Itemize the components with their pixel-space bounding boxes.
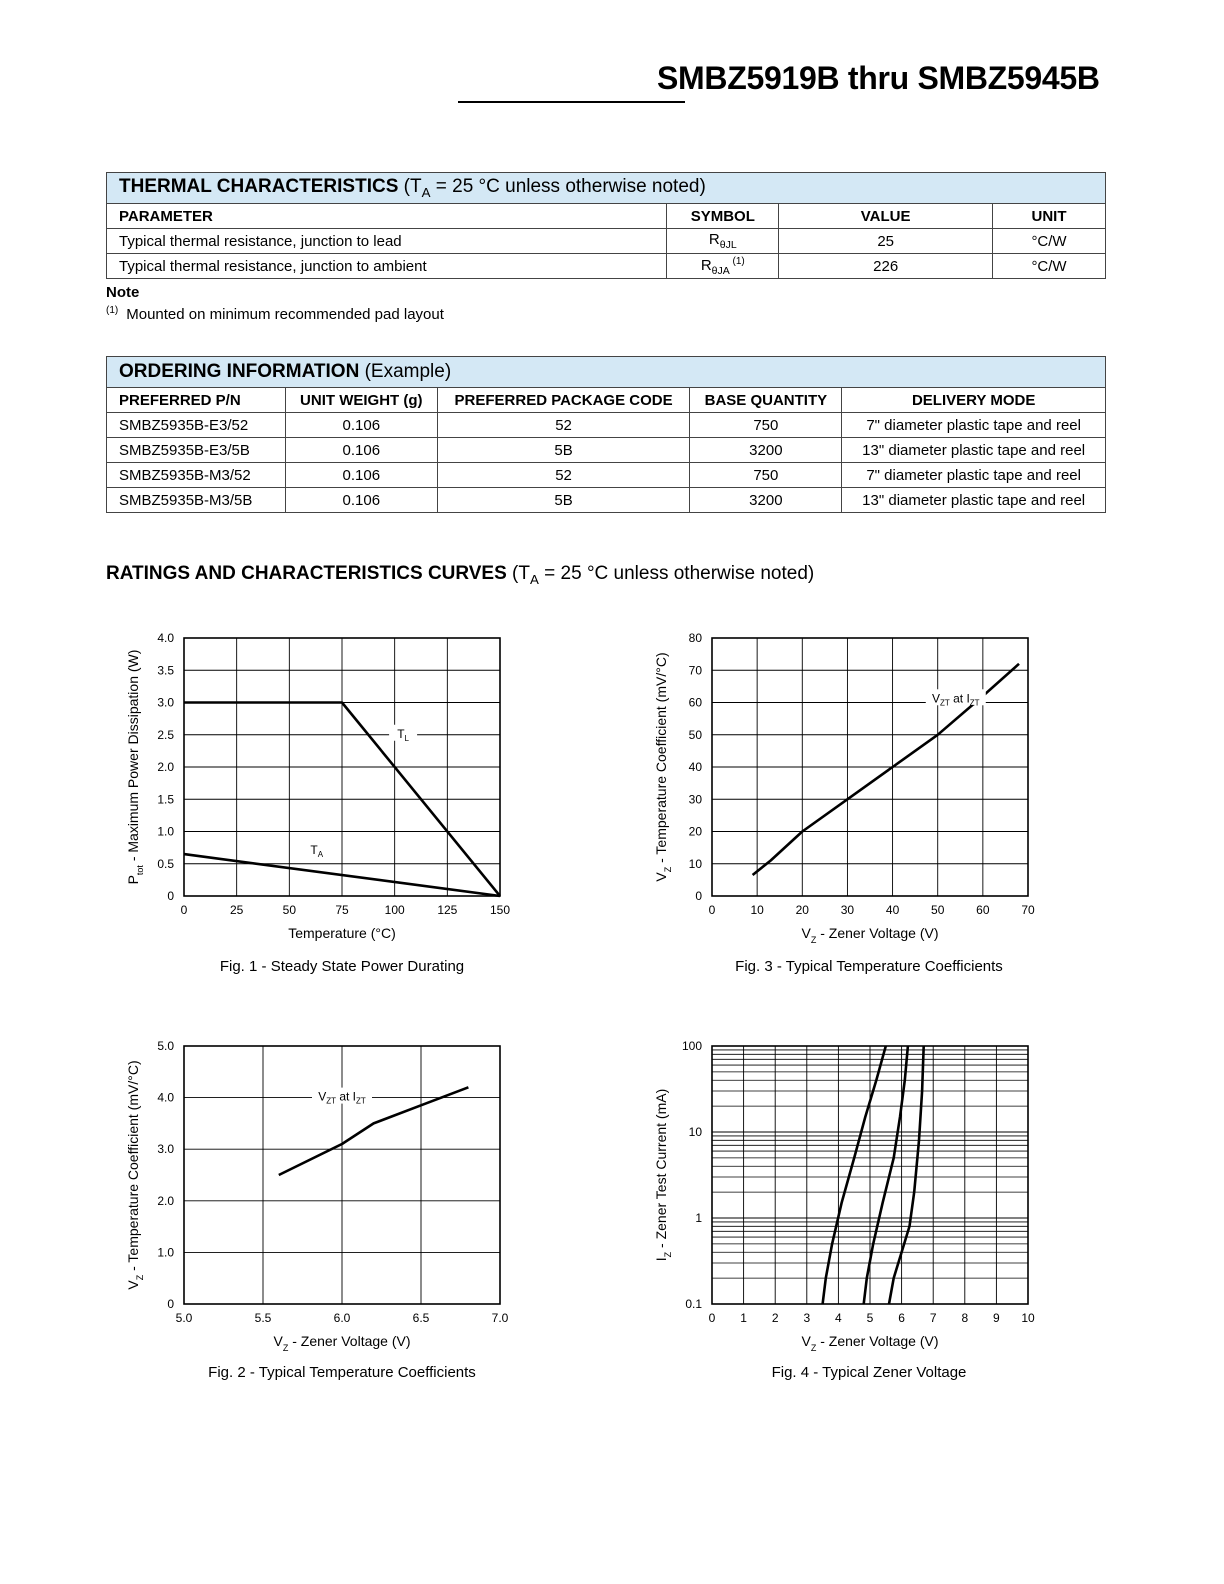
param-cell: Typical thermal resistance, junction to ambient — [107, 254, 667, 279]
y-tick-label: 1.0 — [157, 1245, 174, 1260]
x-tick-label: 10 — [1021, 1311, 1035, 1325]
series-line-V_ZT at I_ZT — [279, 1087, 469, 1175]
y-tick-label: 2.0 — [157, 1193, 174, 1208]
x-tick-label: 50 — [282, 903, 297, 917]
y-tick-label: 0 — [695, 889, 702, 903]
x-tick-label: 70 — [1021, 903, 1035, 917]
col-header-value: VALUE — [779, 204, 993, 229]
series-label: $T_L$ — [397, 726, 409, 743]
x-tick-label: 125 — [437, 903, 458, 917]
y-tick-label: 2.0 — [157, 760, 174, 774]
unit-cell: °C/W — [993, 229, 1106, 254]
y-tick-label: 4.0 — [157, 1090, 174, 1105]
table-row — [107, 413, 1106, 438]
x-tick-label: 7.0 — [491, 1311, 509, 1325]
fig4-chart — [648, 1033, 1068, 1363]
package-cell: 5B — [437, 488, 690, 513]
x-tick-label: 8 — [961, 1311, 969, 1325]
unit-cell: °C/W — [993, 254, 1106, 279]
x-axis-label: Temperature (°C) — [288, 925, 396, 941]
y-tick-label: 50 — [688, 727, 702, 742]
ordering-table — [106, 356, 1106, 513]
y-tick-label: 60 — [688, 695, 702, 710]
col-header-weight: UNIT WEIGHT (g) — [285, 388, 437, 413]
x-tick-label: 6.0 — [333, 1311, 351, 1325]
x-tick-label: 5.5 — [254, 1311, 272, 1325]
x-tick-label: 3 — [803, 1311, 811, 1325]
quantity-cell: 3200 — [690, 438, 842, 463]
col-header-symbol: SYMBOL — [667, 204, 779, 229]
delivery-cell: 13" diameter plastic tape and reel — [842, 438, 1106, 463]
x-tick-label: 40 — [885, 903, 900, 917]
param-cell: Typical thermal resistance, junction to lead — [107, 229, 667, 254]
thermal-table — [106, 172, 1106, 279]
y-tick-label: 20 — [688, 824, 702, 839]
symbol-cell: $R_{\theta JL}$ — [667, 229, 779, 254]
x-tick-label: 6 — [898, 1311, 905, 1325]
x-tick-label: 0 — [180, 903, 188, 917]
y-tick-label: 0.1 — [685, 1297, 702, 1311]
y-tick-label: 5.0 — [157, 1039, 174, 1053]
x-axis-label: $V_Z$ - Zener Voltage (V) — [273, 1333, 411, 1353]
fig4-caption: Fig. 4 - Typical Zener Voltage — [771, 1364, 967, 1381]
delivery-cell: 13" diameter plastic tape and reel — [842, 488, 1106, 513]
y-tick-label: 3.0 — [157, 1142, 174, 1157]
x-tick-label: 150 — [489, 903, 511, 917]
y-axis-label: $I_Z$ - Zener Test Current (mA) — [653, 1088, 673, 1262]
col-header-package: PREFERRED PACKAGE CODE — [437, 388, 690, 413]
delivery-cell: 7" diameter plastic tape and reel — [842, 463, 1106, 488]
title-rule — [458, 101, 685, 103]
col-header-pn: PREFERRED P/N — [107, 388, 286, 413]
y-tick-label: 40 — [688, 760, 702, 774]
x-tick-label: 0 — [708, 1311, 716, 1325]
x-tick-label: 5.0 — [175, 1311, 193, 1325]
series-line-curve1 — [823, 1046, 886, 1304]
x-tick-label: 1 — [740, 1311, 747, 1325]
package-cell: 52 — [437, 413, 690, 438]
series-label: $V_{ZT}$ at $I_{ZT}$ — [931, 691, 980, 708]
note-heading: Note — [106, 284, 140, 301]
col-header-quantity: BASE QUANTITY — [690, 388, 842, 413]
x-tick-label: 60 — [976, 903, 990, 917]
curves-section-title: RATINGS AND CHARACTERISTICS CURVES ($T_A = 25$ °C unless otherwise noted) — [106, 563, 815, 587]
note-text: $^{(1)}$ Mounted on minimum recommended pad layout — [106, 305, 444, 323]
quantity-cell: 3200 — [690, 488, 842, 513]
table-row — [107, 254, 1106, 279]
y-tick-label: 0.5 — [157, 856, 174, 871]
fig3-caption: Fig. 3 - Typical Temperature Coefficients — [735, 958, 1003, 975]
y-tick-label: 80 — [688, 631, 702, 645]
y-tick-label: 3.5 — [157, 663, 174, 678]
fig1-chart — [120, 625, 540, 955]
x-axis-label: $V_Z$ - Zener Voltage (V) — [801, 1333, 939, 1353]
pn-cell: SMBZ5935B-M3/5B — [107, 488, 286, 513]
x-tick-label: 6.5 — [412, 1311, 430, 1325]
y-tick-label: 2.5 — [157, 727, 174, 742]
y-tick-label: 1.0 — [157, 824, 174, 839]
fig1-caption: Fig. 1 - Steady State Power Durating — [219, 958, 465, 975]
weight-cell: 0.106 — [285, 413, 437, 438]
pn-cell: SMBZ5935B-E3/52 — [107, 413, 286, 438]
y-tick-label: 100 — [681, 1039, 702, 1053]
x-tick-label: 7 — [929, 1311, 937, 1325]
y-tick-label: 10 — [688, 1125, 702, 1139]
quantity-cell: 750 — [690, 413, 842, 438]
x-tick-label: 30 — [840, 903, 855, 917]
y-tick-label: 10 — [688, 856, 702, 871]
ordering-table-title: ORDERING INFORMATION (Example) — [107, 357, 1106, 388]
table-row — [107, 438, 1106, 463]
x-tick-label: 5 — [866, 1311, 874, 1325]
fig3-plot — [653, 631, 1035, 945]
y-tick-label: 0 — [167, 1297, 174, 1311]
y-tick-label: 3.0 — [157, 695, 174, 710]
x-tick-label: 25 — [229, 903, 244, 917]
pn-cell: SMBZ5935B-E3/5B — [107, 438, 286, 463]
y-tick-label: 4.0 — [157, 631, 174, 645]
fig2-plot — [125, 1039, 509, 1353]
x-tick-label: 9 — [993, 1311, 1000, 1325]
quantity-cell: 750 — [690, 463, 842, 488]
value-cell: 25 — [779, 229, 993, 254]
y-axis-label: $V_Z$ - Temperature Coefficient (mV/°C) — [125, 1060, 145, 1290]
fig2-chart — [120, 1033, 540, 1363]
x-tick-label: 10 — [750, 903, 764, 917]
y-tick-label: 30 — [688, 792, 702, 807]
package-cell: 5B — [437, 438, 690, 463]
x-tick-label: 20 — [795, 903, 809, 917]
x-tick-label: 75 — [335, 903, 349, 917]
page-title: SMBZ5919B thru SMBZ5945B — [657, 60, 1100, 96]
x-tick-label: 2 — [771, 1311, 779, 1325]
y-tick-label: 0 — [167, 889, 174, 903]
symbol-cell: $R_{\theta JA}$ $^{(1)}$ — [667, 254, 779, 279]
col-header-parameter: PARAMETER — [107, 204, 667, 229]
x-tick-label: 0 — [708, 903, 716, 917]
x-tick-label: 100 — [384, 903, 405, 917]
y-axis-label: $P_{tot}$ - Maximum Power Dissipation (W) — [125, 649, 145, 885]
series-label: $V_{ZT}$ at $I_{ZT}$ — [318, 1089, 366, 1106]
y-tick-label: 1 — [695, 1211, 702, 1225]
delivery-cell: 7" diameter plastic tape and reel — [842, 413, 1106, 438]
fig4-plot — [653, 1039, 1035, 1353]
table-row — [107, 463, 1106, 488]
x-tick-label: 4 — [835, 1311, 842, 1325]
weight-cell: 0.106 — [285, 438, 437, 463]
value-cell: 226 — [779, 254, 993, 279]
pn-cell: SMBZ5935B-M3/52 — [107, 463, 286, 488]
series-label: $T_A$ — [310, 842, 324, 859]
weight-cell: 0.106 — [285, 463, 437, 488]
y-tick-label: 1.5 — [157, 792, 174, 807]
series-line-curve3 — [889, 1046, 924, 1304]
y-tick-label: 70 — [688, 663, 702, 678]
x-axis-label: $V_Z$ - Zener Voltage (V) — [801, 925, 939, 945]
fig1-plot — [125, 631, 510, 941]
thermal-table-title: THERMAL CHARACTERISTICS ($T_A = 25$ °C unless otherwise noted) — [107, 173, 1106, 204]
table-row — [107, 229, 1106, 254]
y-axis-label: $V_Z$ - Temperature Coefficient (mV/°C) — [653, 652, 673, 882]
fig2-caption: Fig. 2 - Typical Temperature Coefficients — [208, 1364, 476, 1381]
x-tick-label: 50 — [931, 903, 945, 917]
fig3-chart — [648, 625, 1068, 955]
col-header-unit: UNIT — [993, 204, 1106, 229]
package-cell: 52 — [437, 463, 690, 488]
table-row — [107, 488, 1106, 513]
col-header-delivery: DELIVERY MODE — [842, 388, 1106, 413]
weight-cell: 0.106 — [285, 488, 437, 513]
